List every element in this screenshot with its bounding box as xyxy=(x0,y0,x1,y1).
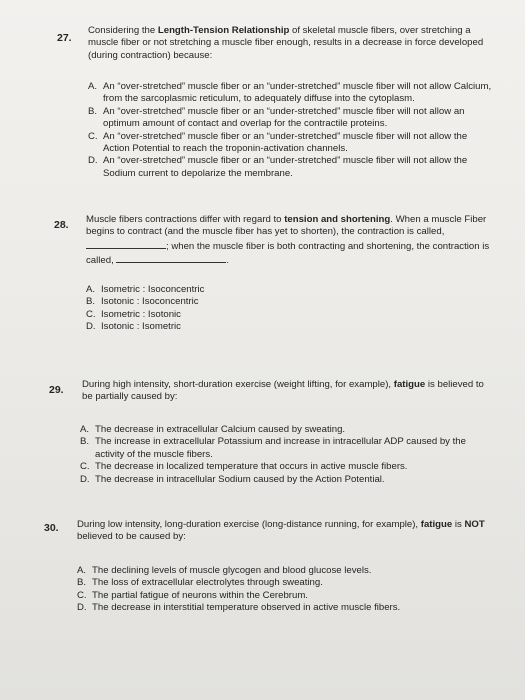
option-d[interactable]: D. The decrease in intracellular Sodium caused by the Action Potential. xyxy=(80,473,385,485)
option-d[interactable]: D. The decrease in interstitial temperature observed in active muscle fibers. xyxy=(77,602,401,614)
option-a[interactable]: A. An “over-stretched” muscle fiber or an “under-stretched” muscle fiber will not allow Calcium, from the sarcoplasmic reticulum, to adequately diffuse into the cytoplasm. xyxy=(88,81,492,105)
option-c[interactable]: C. The partial fatigue of neurons within the Cerebrum. xyxy=(77,589,308,601)
question-stem: During low intensity, long-duration exercise (long-distance running, for example), fatigue is NOT believed to be caused by: xyxy=(77,519,485,543)
option-b[interactable]: B. An “over-stretched” muscle fiber or an “under-stretched” muscle fiber will not allow an optimum amount of contact and overlap for the contractile proteins. xyxy=(88,105,465,130)
answer-options xyxy=(88,81,493,180)
answer-blank[interactable] xyxy=(86,239,166,249)
option-a[interactable]: A. Isometric : Isoconcentric xyxy=(86,284,205,295)
answer-options xyxy=(80,424,495,486)
question-stem: During high intensity, short-duration exercise (weight lifting, for example), fatigue is believed to be partially caused by: xyxy=(82,379,484,403)
option-c[interactable]: C. An “over-stretched” muscle fiber or an “under-stretched” muscle fiber will not allow the Action Potential to reach the troponin-activation channels. xyxy=(88,130,468,155)
question-number: 28. xyxy=(54,219,69,231)
question-stem: Considering the Length-Tension Relationship of skeletal muscle fibers, over stretching a muscle fiber or not stretching a muscle fiber enough, results in a decrease in force developed (during contraction) because: xyxy=(88,25,484,61)
option-c[interactable]: C. Isometric : Isotonic xyxy=(86,308,181,320)
question-number: 30. xyxy=(44,522,59,534)
question-number: 27. xyxy=(57,32,72,44)
answer-blank[interactable] xyxy=(116,253,226,263)
option-a[interactable]: A. The declining levels of muscle glycogen and blood glucose levels. xyxy=(77,565,372,576)
option-d[interactable]: D. An “over-stretched” muscle fiber or an “under-stretched” muscle fiber will not allow the Sodium current to depolarize the membrane. xyxy=(88,155,468,179)
option-b[interactable]: B. The loss of extracellular electrolytes through sweating. xyxy=(77,577,323,589)
option-d[interactable]: D. Isotonic : Isometric xyxy=(86,321,181,333)
answer-options xyxy=(86,284,386,334)
option-b[interactable]: B. The increase in extracellular Potassium and increase in intracellular ADP caused by the activity of the muscle fibers. xyxy=(80,436,466,460)
answer-options xyxy=(77,565,497,615)
option-b[interactable]: B. Isotonic : Isoconcentric xyxy=(86,296,199,308)
option-c[interactable]: C. The decrease in localized temperature that occurs in active muscle fibers. xyxy=(80,461,408,473)
option-a[interactable]: A. The decrease in extracellular Calcium caused by sweating. xyxy=(80,424,346,435)
question-stem: Muscle fibers contractions differ with regard to tension and shortening. When a muscle Fiber begins to contract (and the muscle fiber has yet to shorten), the contraction is called, ; when the muscle fiber is both contracting and shortening, the contraction is called, . xyxy=(86,214,490,267)
question-number: 29. xyxy=(49,384,64,396)
